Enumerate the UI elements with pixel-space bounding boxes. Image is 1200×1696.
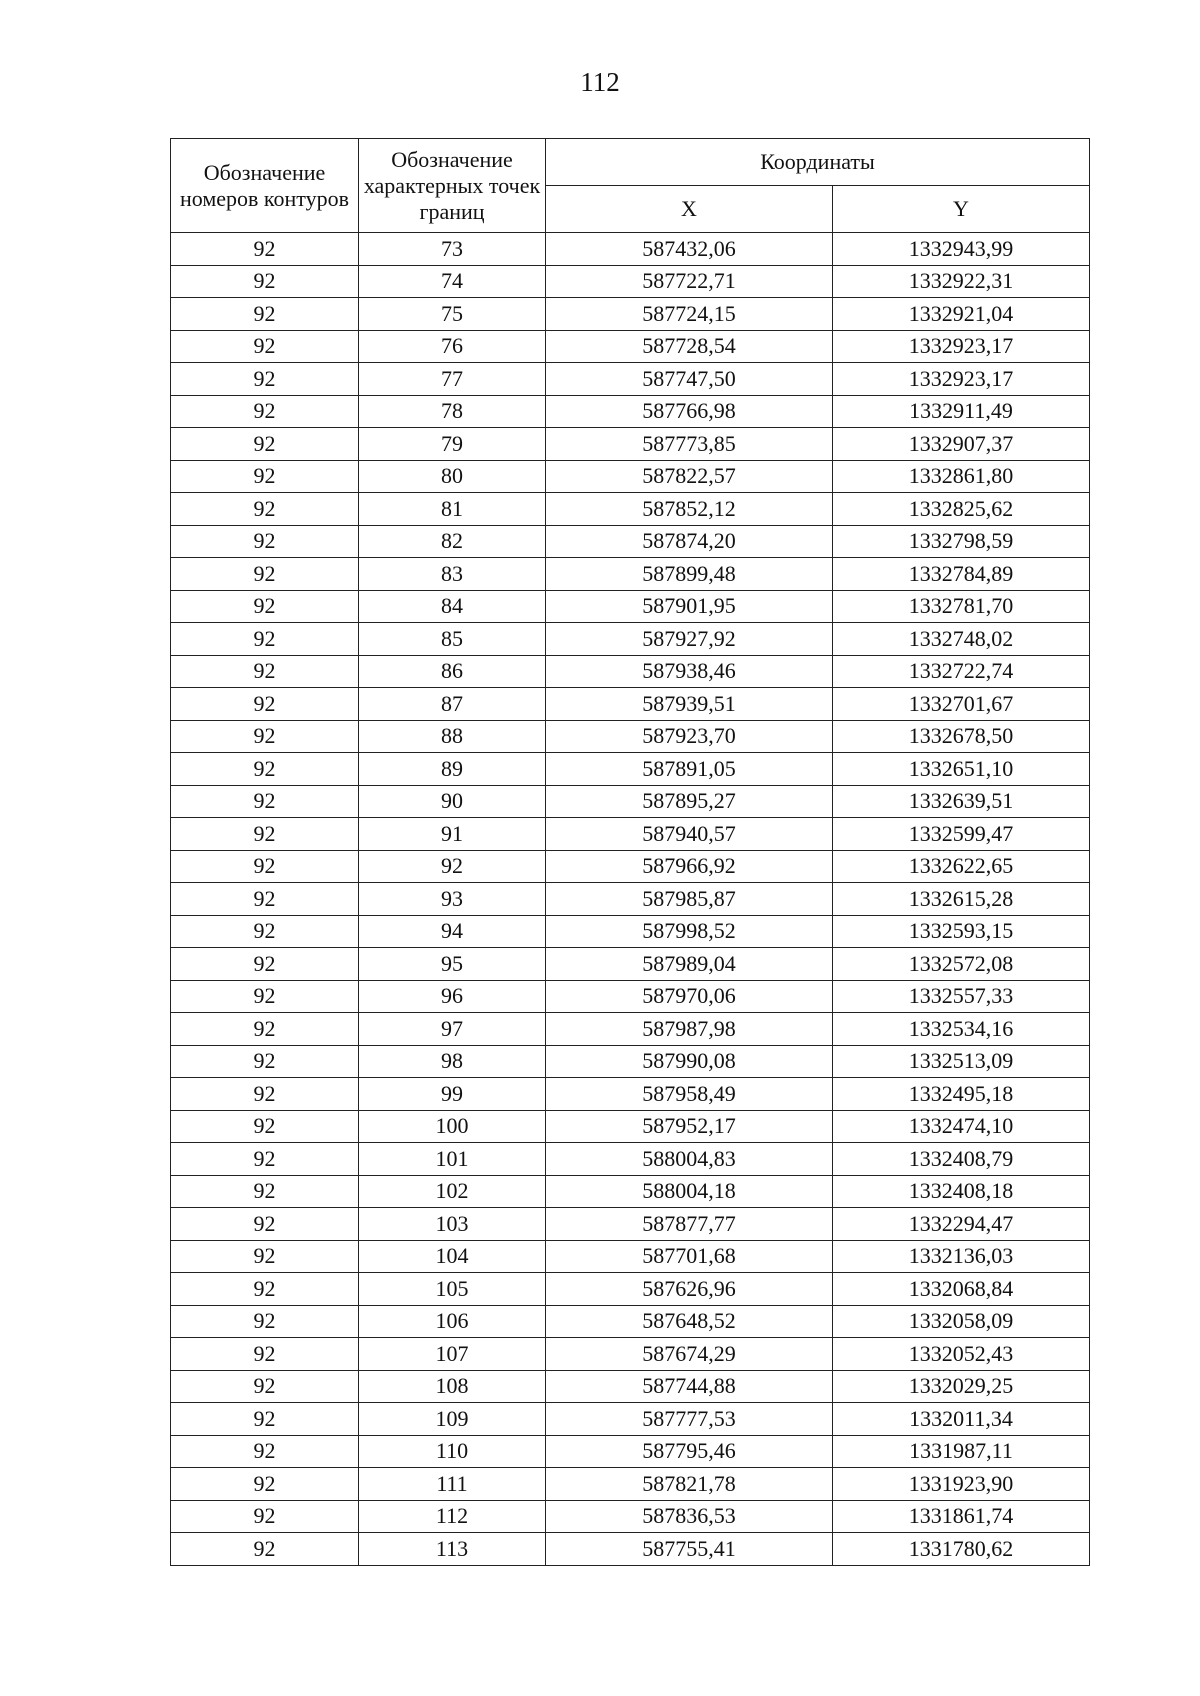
table-row bbox=[171, 948, 1090, 981]
cell-contour: 92 bbox=[171, 720, 359, 753]
cell-point: 95 bbox=[359, 948, 546, 981]
cell-y: 1332615,28 bbox=[833, 883, 1090, 916]
cell-point: 113 bbox=[359, 1533, 546, 1566]
cell-point: 83 bbox=[359, 558, 546, 591]
cell-y: 1332678,50 bbox=[833, 720, 1090, 753]
table-row bbox=[171, 395, 1090, 428]
cell-y: 1332593,15 bbox=[833, 915, 1090, 948]
cell-point: 89 bbox=[359, 753, 546, 786]
cell-point: 96 bbox=[359, 980, 546, 1013]
cell-contour: 92 bbox=[171, 1045, 359, 1078]
cell-point: 82 bbox=[359, 525, 546, 558]
table-row bbox=[171, 590, 1090, 623]
cell-y: 1332011,34 bbox=[833, 1403, 1090, 1436]
cell-x: 587724,15 bbox=[546, 298, 833, 331]
cell-contour: 92 bbox=[171, 948, 359, 981]
cell-point: 90 bbox=[359, 785, 546, 818]
table-row bbox=[171, 883, 1090, 916]
cell-point: 76 bbox=[359, 330, 546, 363]
header-contour: Обозначение номеров контуров bbox=[171, 139, 359, 233]
cell-contour: 92 bbox=[171, 363, 359, 396]
table-row bbox=[171, 1305, 1090, 1338]
cell-y: 1332921,04 bbox=[833, 298, 1090, 331]
cell-y: 1331861,74 bbox=[833, 1500, 1090, 1533]
cell-x: 587744,88 bbox=[546, 1370, 833, 1403]
cell-point: 94 bbox=[359, 915, 546, 948]
cell-y: 1332722,74 bbox=[833, 655, 1090, 688]
cell-y: 1331923,90 bbox=[833, 1468, 1090, 1501]
table-row bbox=[171, 1533, 1090, 1566]
cell-contour: 92 bbox=[171, 1240, 359, 1273]
table-row bbox=[171, 493, 1090, 526]
cell-y: 1332136,03 bbox=[833, 1240, 1090, 1273]
cell-point: 109 bbox=[359, 1403, 546, 1436]
cell-y: 1332058,09 bbox=[833, 1305, 1090, 1338]
cell-contour: 92 bbox=[171, 980, 359, 1013]
table-row bbox=[171, 1370, 1090, 1403]
cell-contour: 92 bbox=[171, 850, 359, 883]
cell-y: 1332784,89 bbox=[833, 558, 1090, 591]
cell-x: 587626,96 bbox=[546, 1273, 833, 1306]
cell-y: 1332651,10 bbox=[833, 753, 1090, 786]
header-coordinates: Координаты bbox=[546, 139, 1090, 186]
cell-contour: 92 bbox=[171, 590, 359, 623]
cell-x: 587923,70 bbox=[546, 720, 833, 753]
cell-x: 587773,85 bbox=[546, 428, 833, 461]
cell-x: 587895,27 bbox=[546, 785, 833, 818]
cell-contour: 92 bbox=[171, 298, 359, 331]
cell-x: 587728,54 bbox=[546, 330, 833, 363]
cell-y: 1331780,62 bbox=[833, 1533, 1090, 1566]
cell-y: 1332639,51 bbox=[833, 785, 1090, 818]
cell-y: 1332557,33 bbox=[833, 980, 1090, 1013]
cell-point: 79 bbox=[359, 428, 546, 461]
cell-point: 86 bbox=[359, 655, 546, 688]
cell-contour: 92 bbox=[171, 785, 359, 818]
cell-x: 587874,20 bbox=[546, 525, 833, 558]
cell-y: 1332825,62 bbox=[833, 493, 1090, 526]
cell-point: 108 bbox=[359, 1370, 546, 1403]
cell-contour: 92 bbox=[171, 1370, 359, 1403]
cell-x: 587985,87 bbox=[546, 883, 833, 916]
cell-y: 1332748,02 bbox=[833, 623, 1090, 656]
cell-x: 587722,71 bbox=[546, 265, 833, 298]
cell-x: 587747,50 bbox=[546, 363, 833, 396]
table-row bbox=[171, 330, 1090, 363]
header-points: Обозначение характерных точек границ bbox=[359, 139, 546, 233]
cell-y: 1332534,16 bbox=[833, 1013, 1090, 1046]
cell-x: 587901,95 bbox=[546, 590, 833, 623]
cell-x: 587877,77 bbox=[546, 1208, 833, 1241]
cell-y: 1332294,47 bbox=[833, 1208, 1090, 1241]
cell-x: 587998,52 bbox=[546, 915, 833, 948]
table-row bbox=[171, 1435, 1090, 1468]
table-row bbox=[171, 623, 1090, 656]
cell-y: 1331987,11 bbox=[833, 1435, 1090, 1468]
cell-contour: 92 bbox=[171, 265, 359, 298]
header-y: Y bbox=[833, 186, 1090, 233]
table-row bbox=[171, 1078, 1090, 1111]
cell-contour: 92 bbox=[171, 330, 359, 363]
table-row bbox=[171, 233, 1090, 266]
cell-contour: 92 bbox=[171, 623, 359, 656]
cell-contour: 92 bbox=[171, 1305, 359, 1338]
table-row bbox=[171, 688, 1090, 721]
cell-contour: 92 bbox=[171, 1403, 359, 1436]
table-row bbox=[171, 1013, 1090, 1046]
cell-point: 102 bbox=[359, 1175, 546, 1208]
cell-point: 101 bbox=[359, 1143, 546, 1176]
cell-contour: 92 bbox=[171, 233, 359, 266]
cell-x: 587940,57 bbox=[546, 818, 833, 851]
cell-y: 1332943,99 bbox=[833, 233, 1090, 266]
table-row bbox=[171, 850, 1090, 883]
cell-point: 92 bbox=[359, 850, 546, 883]
cell-contour: 92 bbox=[171, 1013, 359, 1046]
table-row bbox=[171, 1175, 1090, 1208]
cell-y: 1332068,84 bbox=[833, 1273, 1090, 1306]
table-row bbox=[171, 1338, 1090, 1371]
cell-x: 587927,92 bbox=[546, 623, 833, 656]
cell-x: 587958,49 bbox=[546, 1078, 833, 1111]
cell-contour: 92 bbox=[171, 655, 359, 688]
cell-y: 1332572,08 bbox=[833, 948, 1090, 981]
cell-y: 1332922,31 bbox=[833, 265, 1090, 298]
cell-contour: 92 bbox=[171, 395, 359, 428]
table-row bbox=[171, 1403, 1090, 1436]
cell-x: 587821,78 bbox=[546, 1468, 833, 1501]
cell-x: 587987,98 bbox=[546, 1013, 833, 1046]
cell-contour: 92 bbox=[171, 1143, 359, 1176]
cell-y: 1332701,67 bbox=[833, 688, 1090, 721]
cell-point: 85 bbox=[359, 623, 546, 656]
cell-point: 75 bbox=[359, 298, 546, 331]
cell-contour: 92 bbox=[171, 1500, 359, 1533]
cell-point: 77 bbox=[359, 363, 546, 396]
cell-y: 1332798,59 bbox=[833, 525, 1090, 558]
cell-y: 1332408,79 bbox=[833, 1143, 1090, 1176]
cell-x: 587966,92 bbox=[546, 850, 833, 883]
cell-x: 588004,18 bbox=[546, 1175, 833, 1208]
cell-point: 78 bbox=[359, 395, 546, 428]
cell-point: 93 bbox=[359, 883, 546, 916]
cell-point: 106 bbox=[359, 1305, 546, 1338]
cell-contour: 92 bbox=[171, 493, 359, 526]
cell-point: 100 bbox=[359, 1110, 546, 1143]
cell-x: 587766,98 bbox=[546, 395, 833, 428]
table-row bbox=[171, 525, 1090, 558]
cell-x: 587836,53 bbox=[546, 1500, 833, 1533]
cell-point: 91 bbox=[359, 818, 546, 851]
table-row bbox=[171, 1110, 1090, 1143]
table-row bbox=[171, 720, 1090, 753]
table-row bbox=[171, 558, 1090, 591]
cell-contour: 92 bbox=[171, 883, 359, 916]
cell-x: 587822,57 bbox=[546, 460, 833, 493]
cell-y: 1332923,17 bbox=[833, 330, 1090, 363]
table-row bbox=[171, 753, 1090, 786]
cell-x: 587989,04 bbox=[546, 948, 833, 981]
table-row bbox=[171, 1208, 1090, 1241]
page-number: 112 bbox=[580, 67, 620, 97]
cell-y: 1332599,47 bbox=[833, 818, 1090, 851]
cell-point: 88 bbox=[359, 720, 546, 753]
cell-y: 1332408,18 bbox=[833, 1175, 1090, 1208]
table-row bbox=[171, 915, 1090, 948]
cell-contour: 92 bbox=[171, 1175, 359, 1208]
cell-point: 111 bbox=[359, 1468, 546, 1501]
table-row bbox=[171, 1143, 1090, 1176]
cell-point: 98 bbox=[359, 1045, 546, 1078]
cell-x: 587891,05 bbox=[546, 753, 833, 786]
cell-contour: 92 bbox=[171, 1110, 359, 1143]
cell-x: 587852,12 bbox=[546, 493, 833, 526]
cell-contour: 92 bbox=[171, 1338, 359, 1371]
coordinates-table bbox=[170, 138, 1090, 1566]
cell-y: 1332029,25 bbox=[833, 1370, 1090, 1403]
table-row bbox=[171, 1500, 1090, 1533]
cell-contour: 92 bbox=[171, 1435, 359, 1468]
cell-contour: 92 bbox=[171, 428, 359, 461]
cell-point: 74 bbox=[359, 265, 546, 298]
cell-point: 105 bbox=[359, 1273, 546, 1306]
cell-y: 1332474,10 bbox=[833, 1110, 1090, 1143]
table-row bbox=[171, 655, 1090, 688]
cell-y: 1332513,09 bbox=[833, 1045, 1090, 1078]
cell-y: 1332052,43 bbox=[833, 1338, 1090, 1371]
cell-x: 587648,52 bbox=[546, 1305, 833, 1338]
table-row bbox=[171, 818, 1090, 851]
cell-point: 80 bbox=[359, 460, 546, 493]
table-row bbox=[171, 298, 1090, 331]
header-x: X bbox=[546, 186, 833, 233]
table-row bbox=[171, 1468, 1090, 1501]
cell-x: 587432,06 bbox=[546, 233, 833, 266]
table-row bbox=[171, 428, 1090, 461]
cell-point: 112 bbox=[359, 1500, 546, 1533]
cell-contour: 92 bbox=[171, 1273, 359, 1306]
cell-point: 104 bbox=[359, 1240, 546, 1273]
cell-point: 110 bbox=[359, 1435, 546, 1468]
cell-contour: 92 bbox=[171, 460, 359, 493]
cell-x: 587952,17 bbox=[546, 1110, 833, 1143]
cell-contour: 92 bbox=[171, 525, 359, 558]
cell-point: 97 bbox=[359, 1013, 546, 1046]
cell-contour: 92 bbox=[171, 1208, 359, 1241]
cell-x: 587755,41 bbox=[546, 1533, 833, 1566]
table-row bbox=[171, 1240, 1090, 1273]
cell-x: 587990,08 bbox=[546, 1045, 833, 1078]
cell-x: 587777,53 bbox=[546, 1403, 833, 1436]
table-row bbox=[171, 460, 1090, 493]
cell-y: 1332861,80 bbox=[833, 460, 1090, 493]
cell-x: 587674,29 bbox=[546, 1338, 833, 1371]
table-row bbox=[171, 1045, 1090, 1078]
table-row bbox=[171, 363, 1090, 396]
cell-point: 87 bbox=[359, 688, 546, 721]
cell-point: 81 bbox=[359, 493, 546, 526]
cell-y: 1332923,17 bbox=[833, 363, 1090, 396]
cell-y: 1332781,70 bbox=[833, 590, 1090, 623]
cell-x: 588004,83 bbox=[546, 1143, 833, 1176]
cell-point: 99 bbox=[359, 1078, 546, 1111]
cell-contour: 92 bbox=[171, 915, 359, 948]
table-row bbox=[171, 980, 1090, 1013]
cell-y: 1332622,65 bbox=[833, 850, 1090, 883]
cell-point: 84 bbox=[359, 590, 546, 623]
cell-y: 1332911,49 bbox=[833, 395, 1090, 428]
cell-contour: 92 bbox=[171, 688, 359, 721]
cell-x: 587938,46 bbox=[546, 655, 833, 688]
table-row bbox=[171, 265, 1090, 298]
cell-contour: 92 bbox=[171, 753, 359, 786]
cell-x: 587701,68 bbox=[546, 1240, 833, 1273]
table-row bbox=[171, 1273, 1090, 1306]
table-row bbox=[171, 785, 1090, 818]
cell-point: 73 bbox=[359, 233, 546, 266]
cell-contour: 92 bbox=[171, 1533, 359, 1566]
cell-x: 587795,46 bbox=[546, 1435, 833, 1468]
table-body bbox=[171, 233, 1090, 1566]
cell-x: 587970,06 bbox=[546, 980, 833, 1013]
cell-x: 587939,51 bbox=[546, 688, 833, 721]
cell-y: 1332907,37 bbox=[833, 428, 1090, 461]
header-row bbox=[171, 139, 1090, 186]
cell-x: 587899,48 bbox=[546, 558, 833, 591]
cell-point: 103 bbox=[359, 1208, 546, 1241]
cell-contour: 92 bbox=[171, 558, 359, 591]
table-header bbox=[171, 139, 1090, 233]
cell-y: 1332495,18 bbox=[833, 1078, 1090, 1111]
cell-point: 107 bbox=[359, 1338, 546, 1371]
cell-contour: 92 bbox=[171, 818, 359, 851]
cell-contour: 92 bbox=[171, 1078, 359, 1111]
cell-contour: 92 bbox=[171, 1468, 359, 1501]
